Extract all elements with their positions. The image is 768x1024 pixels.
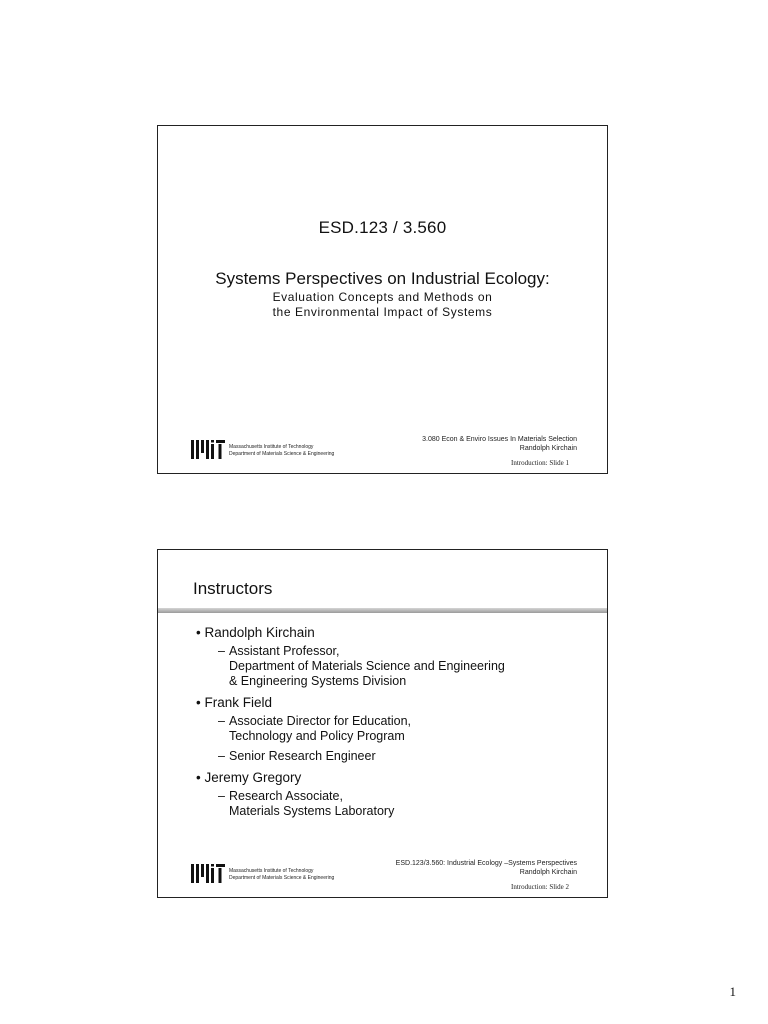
instructor-role: – Senior Research Engineer (218, 749, 376, 763)
instructor-item: • Jeremy Gregory – Research Associate, Materials Systems Laboratory (196, 770, 597, 819)
instructor-name: Frank Field (204, 695, 273, 710)
mit-logo-icon (191, 438, 225, 459)
page-number: 1 (729, 984, 736, 999)
instructor-item: • Randolph Kirchain – Assistant Professor, Department of Materials Science and Engineering & Engineering Systems Division (196, 625, 597, 689)
instructor-list (196, 625, 597, 825)
subtitle-line-1: Evaluation Concepts and Methods on (272, 290, 493, 304)
subtitle-line-2: the Environmental Impact of Systems (272, 305, 493, 319)
slide-1 (157, 125, 608, 474)
footer-course-info: ESD.123/3.560: Industrial Ecology –Systems Perspectives Randolph Kirchain (395, 860, 577, 876)
instructor-role: – Assistant Professor, Department of Materials Science and Engineering & Engineering Systems Division (218, 644, 505, 688)
mit-logo-icon (191, 862, 225, 883)
instructor-name: Randolph Kirchain (204, 625, 315, 640)
slide-title: Systems Perspectives on Industrial Ecology: (215, 269, 550, 288)
footer-course-info: 3.080 Econ & Enviro Issues In Materials Selection Randolph Kirchain (422, 436, 577, 452)
heading-divider (158, 608, 607, 613)
slide-number-label: Introduction: Slide 1 (511, 459, 569, 467)
instructor-role: – Associate Director for Education, Technology and Policy Program (218, 714, 412, 743)
instructor-name: Jeremy Gregory (204, 770, 302, 785)
slide-number-label: Introduction: Slide 2 (511, 883, 569, 891)
slide-2 (157, 549, 608, 898)
slide-subtitle (158, 290, 607, 320)
institution-name: Massachusetts Institute of Technology Department of Materials Science & Engineering (229, 868, 335, 881)
instructor-role: – Research Associate, Materials Systems Laboratory (218, 789, 395, 818)
slide-heading: Instructors (193, 579, 273, 598)
course-code: ESD.123 / 3.560 (318, 218, 447, 237)
instructor-item: • Frank Field – Associate Director for Education, Technology and Policy Program – Senior Research Engineer (196, 695, 597, 764)
institution-name: Massachusetts Institute of Technology Department of Materials Science & Engineering (229, 444, 335, 457)
